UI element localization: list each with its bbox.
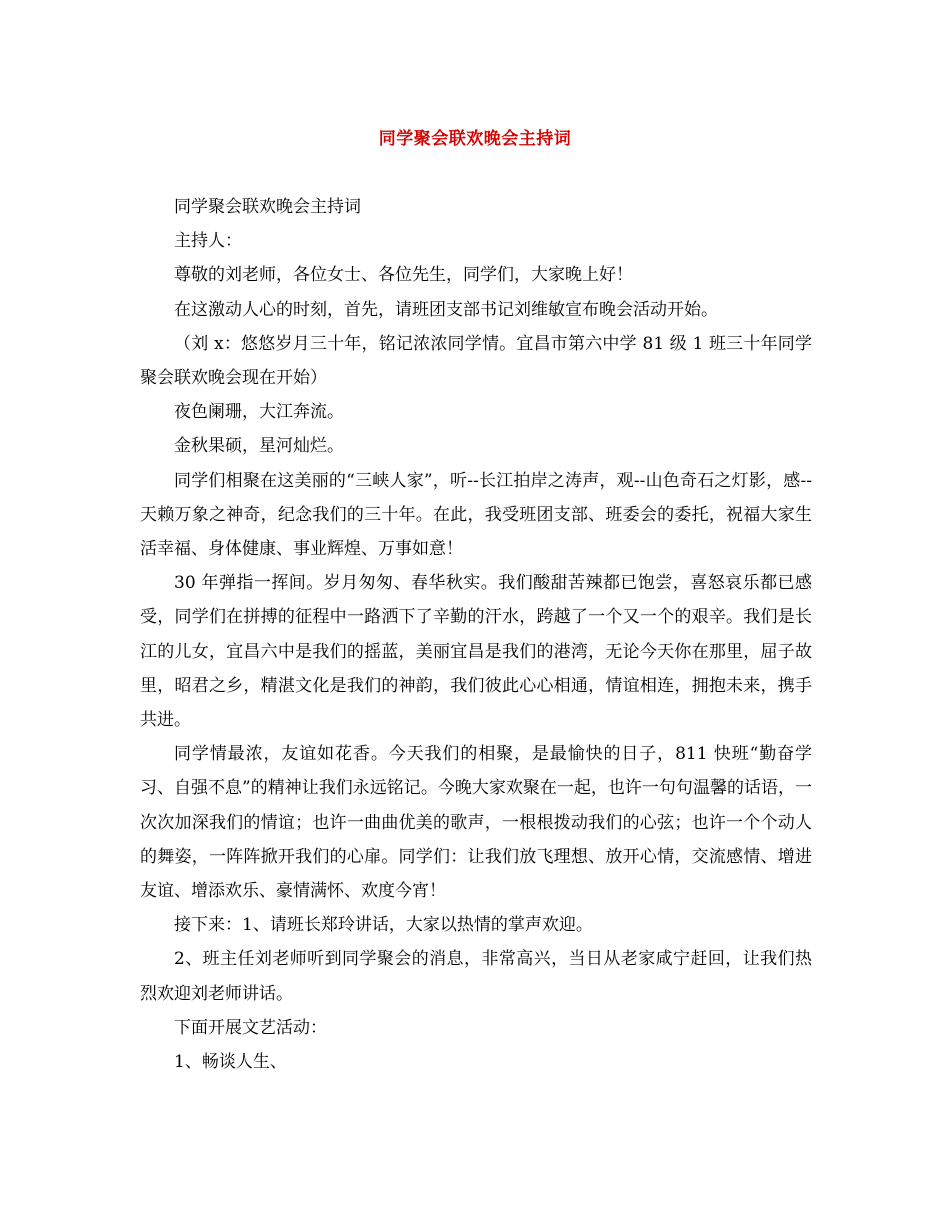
paragraph-activities: 下面开展文艺活动： <box>174 1017 327 1038</box>
paragraph-opening: 在这激动人心的时刻，首先，请班团支部书记刘维敏宣布晚会活动开始。 <box>174 299 718 320</box>
paragraph-verse-1: 夜色阑珊，大江奔流。 <box>174 402 344 423</box>
paragraph-heading: 同学聚会联欢晚会主持词 <box>174 197 361 217</box>
paragraph-teacher-speech: 2、班主任刘老师听到同学聚会的消息，非常高兴，当日从老家咸宁赶回，让我们热烈欢迎刘老师讲话。 <box>140 949 812 1004</box>
paragraph-activity-1: 1、畅谈人生、 <box>174 1052 287 1073</box>
paragraph-verse-2: 金秋果硕，星河灿烂。 <box>174 436 344 457</box>
paragraph-friendship: 同学情最浓，友谊如花香。今天我们的相聚，是最愉快的日子，811 快班“勤奋学习、自强不息”的精神让我们永远铭记。今晚大家欢聚在一起，也许一句句温馨的话语，一次次加深我们的情谊；也许一曲曲优美的歌声，一根根拨动我们的心弦；也许一个个动人的舞姿，一阵阵掀开我们的心扉。同学们：让我们放飞理想、放开心情，交流感情、增进友谊、增添欢乐、豪情满怀、欢度今宵！ <box>140 744 812 902</box>
paragraph-greeting: 尊敬的刘老师，各位女士、各位先生，同学们，大家晚上好！ <box>174 265 633 286</box>
document-body <box>140 190 812 1079</box>
document-title: 同学聚会联欢晚会主持词 <box>378 129 572 149</box>
paragraph-next-speech: 接下来：1、请班长郑玲讲话，大家以热情的掌声欢迎。 <box>174 915 593 936</box>
paragraph-host-label: 主持人： <box>174 231 242 252</box>
paragraph-thirty-years: 30 年弹指一挥间。岁月匆匆、春华秋实。我们酸甜苦辣都已饱尝，喜怒哀乐都已感受，同学们在拼搏的征程中一路洒下了辛勤的汗水，跨越了一个又一个的艰辛。我们是长江的儿女，宜昌六中是我们的摇蓝，美丽宜昌是我们的港湾，无论今天你在那里，屈子故里，昭君之乡，精湛文化是我们的神韵，我们彼此心心相通，情谊相连，拥抱未来，携手共进。 <box>140 573 812 731</box>
paragraph-gathering: 同学们相聚在这美丽的“三峡人家”，听--长江拍岸之涛声，观--山色奇石之灯影，感--天赖万象之神奇，纪念我们的三十年。在此，我受班团支部、班委会的委托，祝福大家生活幸福、身体健康、事业辉煌、万事如意！ <box>140 470 812 560</box>
paragraph-announcement: （刘 x：悠悠岁月三十年，铭记浓浓同学情。宜昌市第六中学 81 级 1 班三十年同学聚会联欢晚会现在开始） <box>140 333 812 389</box>
